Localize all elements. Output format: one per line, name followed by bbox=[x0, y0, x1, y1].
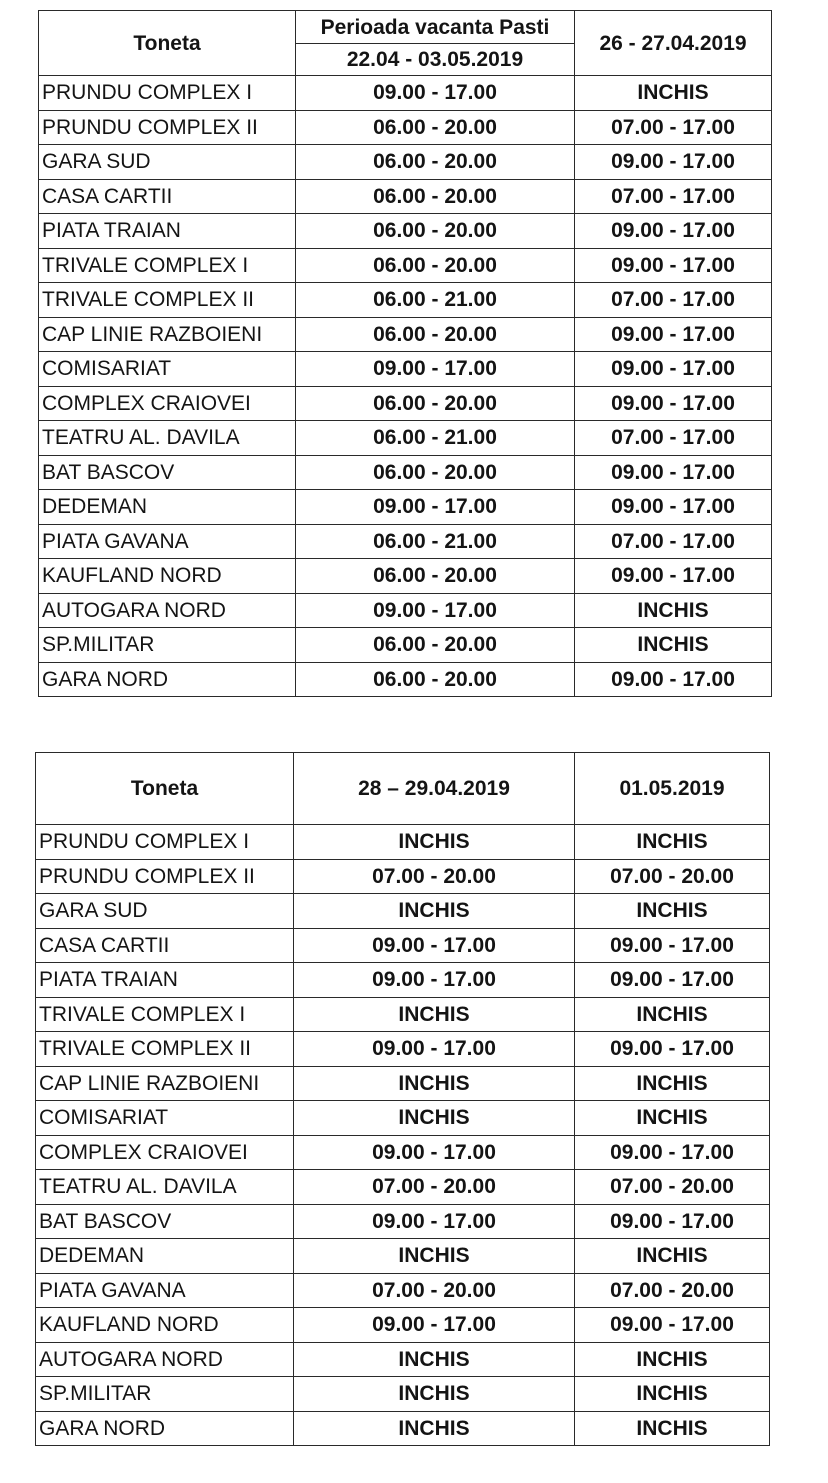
schedule-table-holidays bbox=[35, 752, 770, 1446]
table-header-row bbox=[36, 753, 770, 825]
location-name-cell: GARA SUD bbox=[39, 145, 296, 180]
location-name-cell: COMPLEX CRAIOVEI bbox=[39, 386, 296, 421]
schedule-cell-col3: 07.00 - 20.00 bbox=[575, 1170, 770, 1205]
schedule-cell-col3: 09.00 - 17.00 bbox=[575, 145, 772, 180]
column-header-toneta: Toneta bbox=[39, 11, 296, 76]
location-name-cell: PIATA GAVANA bbox=[39, 524, 296, 559]
schedule-cell-col3: 07.00 - 17.00 bbox=[575, 179, 772, 214]
location-name-cell: CASA CARTII bbox=[36, 928, 294, 963]
schedule-cell-col2: 09.00 - 17.00 bbox=[294, 963, 575, 998]
schedule-cell-col2: 09.00 - 17.00 bbox=[294, 1032, 575, 1067]
table-row bbox=[36, 1032, 770, 1067]
location-name-cell: TEATRU AL. DAVILA bbox=[39, 421, 296, 456]
schedule-cell-col3: INCHIS bbox=[575, 76, 772, 111]
schedule-cell-col3: INCHIS bbox=[575, 997, 770, 1032]
schedule-cell-col3: 07.00 - 17.00 bbox=[575, 110, 772, 145]
schedule-cell-col2: INCHIS bbox=[294, 997, 575, 1032]
location-name-cell: SP.MILITAR bbox=[39, 628, 296, 663]
location-name-cell: TRIVALE COMPLEX I bbox=[39, 248, 296, 283]
schedule-cell-col2: 06.00 - 20.00 bbox=[296, 179, 575, 214]
location-name-cell: PRUNDU COMPLEX I bbox=[36, 825, 294, 860]
table-row bbox=[36, 1135, 770, 1170]
schedule-cell-col3: 07.00 - 17.00 bbox=[575, 524, 772, 559]
location-name-cell: GARA NORD bbox=[39, 662, 296, 697]
location-name-cell: AUTOGARA NORD bbox=[39, 593, 296, 628]
table-header-row bbox=[39, 11, 772, 44]
table-row bbox=[36, 1239, 770, 1274]
table-row bbox=[39, 386, 772, 421]
location-name-cell: KAUFLAND NORD bbox=[39, 559, 296, 594]
table-row bbox=[36, 1342, 770, 1377]
schedule-cell-col2: 09.00 - 17.00 bbox=[296, 76, 575, 111]
schedule-cell-col2: 06.00 - 20.00 bbox=[296, 110, 575, 145]
schedule-cell-col2: 09.00 - 17.00 bbox=[296, 593, 575, 628]
table-row bbox=[39, 145, 772, 180]
schedule-cell-col2: 06.00 - 20.00 bbox=[296, 248, 575, 283]
schedule-cell-col2: 09.00 - 17.00 bbox=[296, 490, 575, 525]
location-name-cell: COMISARIAT bbox=[39, 352, 296, 387]
location-name-cell: KAUFLAND NORD bbox=[36, 1308, 294, 1343]
table-row bbox=[36, 1411, 770, 1446]
schedule-cell-col2: 06.00 - 20.00 bbox=[296, 662, 575, 697]
schedule-cell-col2: 07.00 - 20.00 bbox=[294, 859, 575, 894]
schedule-cell-col3: 09.00 - 17.00 bbox=[575, 214, 772, 249]
table-row bbox=[39, 317, 772, 352]
location-name-cell: PIATA TRAIAN bbox=[39, 214, 296, 249]
location-name-cell: PIATA TRAIAN bbox=[36, 963, 294, 998]
location-name-cell: CASA CARTII bbox=[39, 179, 296, 214]
table-row bbox=[36, 928, 770, 963]
location-name-cell: DEDEMAN bbox=[39, 490, 296, 525]
schedule-cell-col3: 07.00 - 20.00 bbox=[575, 859, 770, 894]
location-name-cell: DEDEMAN bbox=[36, 1239, 294, 1274]
schedule-cell-col3: 09.00 - 17.00 bbox=[575, 1308, 770, 1343]
schedule-cell-col3: 07.00 - 20.00 bbox=[575, 1273, 770, 1308]
table-row bbox=[36, 825, 770, 860]
column-header-28-29-apr: 28 – 29.04.2019 bbox=[294, 753, 575, 825]
schedule-table-easter-vacation bbox=[38, 10, 772, 697]
location-name-cell: PRUNDU COMPLEX II bbox=[39, 110, 296, 145]
schedule-cell-col3: 09.00 - 17.00 bbox=[575, 559, 772, 594]
schedule-cell-col3: INCHIS bbox=[575, 1342, 770, 1377]
schedule-cell-col2: 06.00 - 20.00 bbox=[296, 559, 575, 594]
schedule-cell-col2: INCHIS bbox=[294, 1411, 575, 1446]
table-row bbox=[39, 490, 772, 525]
schedule-cell-col3: 09.00 - 17.00 bbox=[575, 1135, 770, 1170]
schedule-cell-col3: INCHIS bbox=[575, 1239, 770, 1274]
schedule-cell-col2: 06.00 - 20.00 bbox=[296, 317, 575, 352]
schedule-cell-col3: INCHIS bbox=[575, 1377, 770, 1412]
location-name-cell: BAT BASCOV bbox=[36, 1204, 294, 1239]
table-row bbox=[36, 894, 770, 929]
table-row bbox=[39, 524, 772, 559]
schedule-cell-col2: 09.00 - 17.00 bbox=[294, 1308, 575, 1343]
table-row bbox=[36, 1308, 770, 1343]
schedule-cell-col2: 06.00 - 20.00 bbox=[296, 386, 575, 421]
table-row bbox=[39, 248, 772, 283]
schedule-cell-col3: 09.00 - 17.00 bbox=[575, 352, 772, 387]
column-header-period: Perioada vacanta Pasti bbox=[296, 11, 575, 44]
schedule-cell-col3: 09.00 - 17.00 bbox=[575, 662, 772, 697]
location-name-cell: PRUNDU COMPLEX II bbox=[36, 859, 294, 894]
schedule-cell-col2: 07.00 - 20.00 bbox=[294, 1170, 575, 1205]
schedule-cell-col3: INCHIS bbox=[575, 825, 770, 860]
table-row bbox=[36, 1377, 770, 1412]
schedule-cell-col2: INCHIS bbox=[294, 1377, 575, 1412]
location-name-cell: GARA NORD bbox=[36, 1411, 294, 1446]
table-row bbox=[36, 1066, 770, 1101]
schedule-cell-col3: 09.00 - 17.00 bbox=[575, 928, 770, 963]
location-name-cell: TRIVALE COMPLEX II bbox=[39, 283, 296, 318]
column-header-01-may: 01.05.2019 bbox=[575, 753, 770, 825]
table-row bbox=[39, 110, 772, 145]
table-row bbox=[39, 593, 772, 628]
schedule-cell-col2: 06.00 - 20.00 bbox=[296, 455, 575, 490]
table-row bbox=[39, 628, 772, 663]
table-row bbox=[36, 963, 770, 998]
table-row bbox=[39, 179, 772, 214]
location-name-cell: PRUNDU COMPLEX I bbox=[39, 76, 296, 111]
schedule-cell-col2: 06.00 - 20.00 bbox=[296, 628, 575, 663]
schedule-cell-col3: 09.00 - 17.00 bbox=[575, 490, 772, 525]
table-row bbox=[36, 859, 770, 894]
location-name-cell: GARA SUD bbox=[36, 894, 294, 929]
column-header-26-27-apr: 26 - 27.04.2019 bbox=[575, 11, 772, 76]
schedule-cell-col3: INCHIS bbox=[575, 1066, 770, 1101]
schedule-cell-col2: 09.00 - 17.00 bbox=[294, 1135, 575, 1170]
schedule-cell-col3: 09.00 - 17.00 bbox=[575, 386, 772, 421]
column-header-period-dates: 22.04 - 03.05.2019 bbox=[296, 44, 575, 76]
schedule-cell-col2: INCHIS bbox=[294, 1101, 575, 1136]
location-name-cell: COMPLEX CRAIOVEI bbox=[36, 1135, 294, 1170]
schedule-cell-col2: INCHIS bbox=[294, 825, 575, 860]
schedule-cell-col3: 07.00 - 17.00 bbox=[575, 421, 772, 456]
schedule-cell-col3: INCHIS bbox=[575, 628, 772, 663]
table-row bbox=[39, 662, 772, 697]
schedule-cell-col3: 09.00 - 17.00 bbox=[575, 963, 770, 998]
schedule-cell-col3: 09.00 - 17.00 bbox=[575, 317, 772, 352]
table-row bbox=[39, 455, 772, 490]
schedule-cell-col3: 09.00 - 17.00 bbox=[575, 248, 772, 283]
table-row bbox=[39, 283, 772, 318]
schedule-cell-col2: 06.00 - 21.00 bbox=[296, 283, 575, 318]
table-row bbox=[39, 421, 772, 456]
schedule-cell-col3: 07.00 - 17.00 bbox=[575, 283, 772, 318]
schedule-cell-col2: INCHIS bbox=[294, 1239, 575, 1274]
location-name-cell: TRIVALE COMPLEX I bbox=[36, 997, 294, 1032]
table-row bbox=[36, 1170, 770, 1205]
schedule-cell-col2: INCHIS bbox=[294, 1066, 575, 1101]
schedule-cell-col3: INCHIS bbox=[575, 593, 772, 628]
location-name-cell: CAP LINIE RAZBOIENI bbox=[36, 1066, 294, 1101]
schedule-cell-col2: 06.00 - 20.00 bbox=[296, 145, 575, 180]
location-name-cell: TRIVALE COMPLEX II bbox=[36, 1032, 294, 1067]
schedule-cell-col3: 09.00 - 17.00 bbox=[575, 1032, 770, 1067]
schedule-cell-col3: 09.00 - 17.00 bbox=[575, 455, 772, 490]
location-name-cell: SP.MILITAR bbox=[36, 1377, 294, 1412]
schedule-cell-col3: INCHIS bbox=[575, 1411, 770, 1446]
schedule-cell-col2: INCHIS bbox=[294, 1342, 575, 1377]
schedule-cell-col2: 06.00 - 21.00 bbox=[296, 421, 575, 456]
schedule-cell-col2: 09.00 - 17.00 bbox=[294, 1204, 575, 1239]
location-name-cell: PIATA GAVANA bbox=[36, 1273, 294, 1308]
table-row bbox=[36, 1273, 770, 1308]
schedule-cell-col2: 09.00 - 17.00 bbox=[294, 928, 575, 963]
location-name-cell: CAP LINIE RAZBOIENI bbox=[39, 317, 296, 352]
schedule-cell-col2: 07.00 - 20.00 bbox=[294, 1273, 575, 1308]
location-name-cell: AUTOGARA NORD bbox=[36, 1342, 294, 1377]
table-row bbox=[39, 76, 772, 111]
location-name-cell: COMISARIAT bbox=[36, 1101, 294, 1136]
table-row bbox=[39, 559, 772, 594]
schedule-cell-col3: INCHIS bbox=[575, 894, 770, 929]
column-header-toneta: Toneta bbox=[36, 753, 294, 825]
location-name-cell: BAT BASCOV bbox=[39, 455, 296, 490]
table-row bbox=[39, 214, 772, 249]
schedule-cell-col3: 09.00 - 17.00 bbox=[575, 1204, 770, 1239]
schedule-cell-col3: INCHIS bbox=[575, 1101, 770, 1136]
table-row bbox=[36, 997, 770, 1032]
table-row bbox=[36, 1204, 770, 1239]
schedule-cell-col2: INCHIS bbox=[294, 894, 575, 929]
location-name-cell: TEATRU AL. DAVILA bbox=[36, 1170, 294, 1205]
table-row bbox=[36, 1101, 770, 1136]
table-row bbox=[39, 352, 772, 387]
schedule-cell-col2: 06.00 - 21.00 bbox=[296, 524, 575, 559]
schedule-cell-col2: 06.00 - 20.00 bbox=[296, 214, 575, 249]
schedule-cell-col2: 09.00 - 17.00 bbox=[296, 352, 575, 387]
